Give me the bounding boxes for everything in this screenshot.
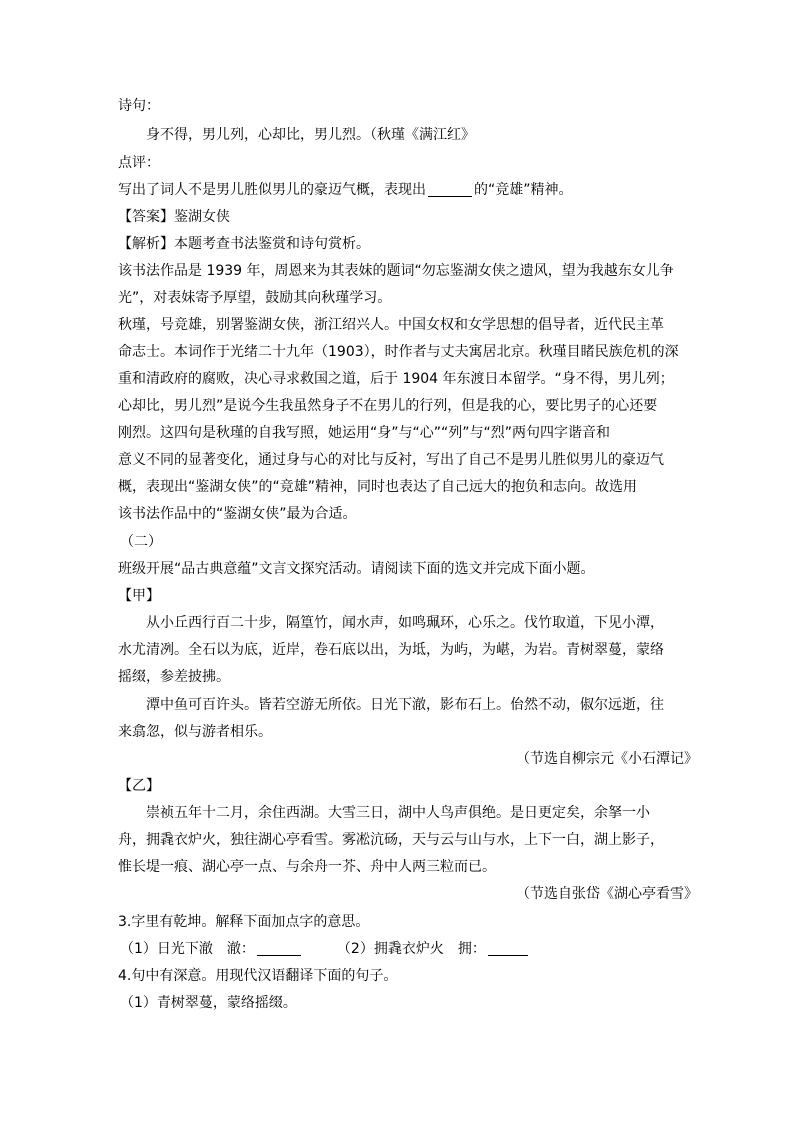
analysis-line: 概，表现出“鉴湖女侠”的“竞雄”精神，同时也表达了自己远大的抱负和志向。故选用 <box>118 479 638 495</box>
passage-b-line: 惟长堤一痕、湖心亭一点、与余舟一芥、舟中人两三粒而已。 <box>118 859 496 875</box>
analysis-line: 秋瑾，号竞雄，别署鉴湖女侠，浙江绍兴人。中国女权和女学思想的倡导者，近代民主革 <box>118 317 664 333</box>
q3-blank-2 <box>488 941 528 956</box>
passage-a-line: 水尤清冽。全石以为底，近岸，卷石底以出，为坻，为屿，为嵁，为岩。青树翠蔓，蒙络 <box>118 642 664 658</box>
question-4-item-1: （1）青树翠蔓，蒙络摇缀。 <box>120 995 297 1011</box>
section-heading: （二） <box>120 534 162 550</box>
analysis-line: 命志士。本词作于光绪二十九年（1903），时作者与丈夫寓居北京。秋瑾目睹民族危机的深 <box>118 344 679 360</box>
analysis-line: 该书法作品中的“鉴湖女侠”最为合适。 <box>118 506 357 522</box>
activity-intro: 班级开展“品古典意蕴”文言文探究活动。请阅读下面的选文并完成下面小题。 <box>118 561 595 577</box>
passage-a-line: 从小丘西行百二十步，隔篁竹，闻水声，如鸣珮环，心乐之。伐竹取道，下见小潭， <box>146 615 664 631</box>
analysis-heading: 【解析】本题考查书法鉴赏和诗句赏析。 <box>118 236 370 252</box>
passage-a-line: 潭中鱼可百许头。皆若空游无所依。日光下澈，影布石上。佁然不动，俶尔远逝，往 <box>146 697 664 713</box>
comment-text-a: 写出了词人不是男儿胜似男儿的豪迈气概，表现出 <box>118 182 426 198</box>
analysis-line: 意义不同的显著变化，通过身与心的对比与反衬，写出了自己不是男儿胜似男儿的豪迈气 <box>118 452 664 468</box>
passage-b-label: 【乙】 <box>118 778 160 794</box>
passage-a-source: （节选自柳宗元《小石潭记》 <box>516 751 698 767</box>
question-3-items <box>120 939 680 959</box>
label-comment: 点评： <box>118 155 160 171</box>
poem-line: 身不得，男儿列，心却比，男儿烈。（秋瑾《满江红》 <box>146 127 475 143</box>
q3-blank-1 <box>257 941 301 956</box>
analysis-line: 光”，对表妹寄予厚望，鼓励其向秋瑾学习。 <box>118 290 392 306</box>
answer-blank <box>428 182 472 197</box>
answer-line: 【答案】鉴湖女侠 <box>118 209 230 225</box>
passage-b-source: （节选自张岱《湖心亭看雪》 <box>516 886 698 902</box>
analysis-line: 刚烈。这四句是秋瑾的自我写照，她运用“身”与“心”“列”与“烈”两句四字谐音和 <box>118 425 611 441</box>
passage-a-label: 【甲】 <box>118 588 160 604</box>
analysis-line: 心却比，男儿烈”是说今生我虽然身子不在男儿的行列，但是我的心，要比男子的心还要 <box>118 398 658 414</box>
q3-item-2: （2）拥毳衣炉火 拥： <box>336 941 486 957</box>
analysis-line: 该书法作品是 1939 年，周恩来为其表妹的题词“勿忘鉴湖女侠之遗风，望为我越东女儿争 <box>118 263 674 279</box>
question-3: 3.字里有乾坤。解释下面加点字的意思。 <box>118 914 370 930</box>
passage-a-line: 摇缀，参差披拂。 <box>118 669 230 685</box>
comment-text-b: 的“竞雄”精神。 <box>474 182 573 198</box>
comment-line <box>118 180 678 200</box>
analysis-line: 重和清政府的腐败，决心寻求救国之道，后于 1904 年东渡日本留学。“身不得，男儿列； <box>118 371 674 387</box>
passage-a-line: 来翕忽，似与游者相乐。 <box>118 724 272 740</box>
question-4: 4.句中有深意。用现代汉语翻译下面的句子。 <box>118 968 398 984</box>
q3-item-1: （1）日光下澈 澈： <box>120 941 255 957</box>
label-poem: 诗句： <box>118 98 160 114</box>
passage-b-line: 舟，拥毳衣炉火，独往湖心亭看雪。雾凇沆砀，天与云与山与水，上下一白，湖上影子， <box>118 832 664 848</box>
passage-b-line: 崇祯五年十二月，余住西湖。大雪三日，湖中人鸟声俱绝。是日更定矣，余拏一小 <box>146 805 650 821</box>
